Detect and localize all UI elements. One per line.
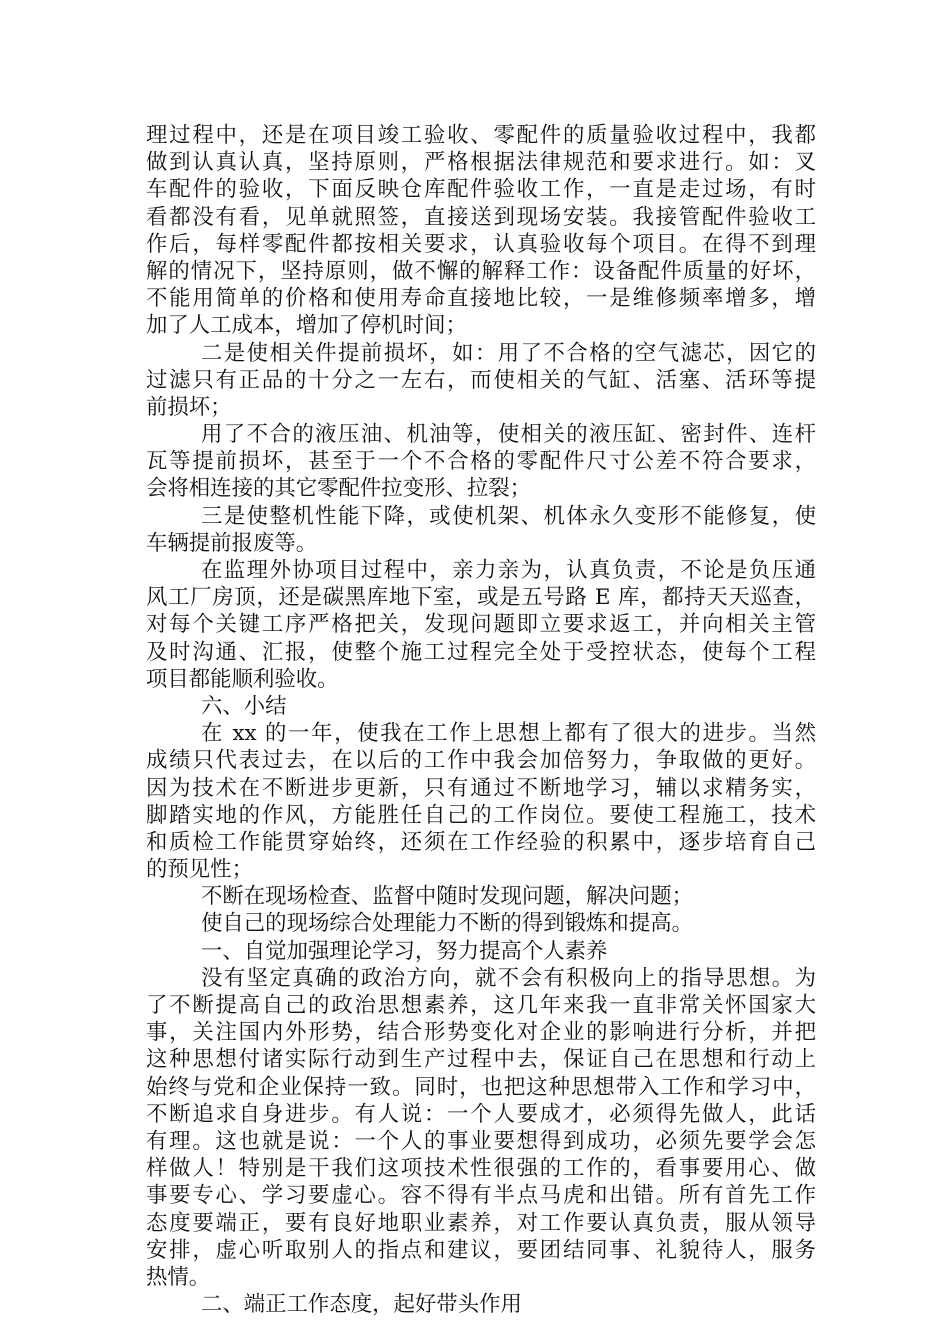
text-line: 一、自觉加强理论学习，努力提高个人素养 <box>201 938 608 964</box>
text-line: 样做人！特别是干我们这项技术性很强的工作的，看事要用心、做 <box>146 1156 816 1182</box>
text-line: 瓦等提前损坏，甚至于一个不合格的零配件尺寸公差不符合要求， <box>146 449 816 475</box>
text-line: 用了不合的液压油、机油等，使相关的液压缸、密封件、连杆 <box>201 422 816 448</box>
text-line: 六、小结 <box>201 693 287 719</box>
text-line: 对每个关键工序严格把关，发现问题即立要求返工，并向相关主管 <box>146 612 816 638</box>
text-line: 成绩只代表过去，在以后的工作中我会加倍努力，争取做的更好。 <box>146 748 816 774</box>
text-line: 车辆提前报废等。 <box>146 530 318 556</box>
text-line: 和质检工作能贯穿始终，还须在工作经验的积累中，逐步培育自己 <box>146 829 816 855</box>
text-line: 的预见性； <box>146 857 253 883</box>
text-line: 会将相连接的其它零配件拉变形、拉裂； <box>146 476 532 502</box>
text-line: 三是使整机性能下降，或使机架、机体永久变形不能修复，使 <box>201 503 816 529</box>
text-line: 热情。 <box>146 1264 211 1290</box>
text-line: 脚踏实地的作风，方能胜任自己的工作岗位。要使工程施工，技术 <box>146 802 816 828</box>
text-line: 始终与党和企业保持一致。同时，也把这种思想带入工作和学习中， <box>146 1074 816 1100</box>
text-line: 过滤只有正品的十分之一左右，而使相关的气缸、活塞、活环等提 <box>146 367 816 393</box>
text-line: 有理。这也就是说：一个人的事业要想得到成功，必须先要学会怎 <box>146 1128 816 1154</box>
text-line: 风工厂房顶，还是碳黑库地下室，或是五号路 E 库，都持天天巡查， <box>146 585 816 611</box>
text-line: 安排，虚心听取别人的指点和建议，要团结同事、礼貌待人，服务 <box>146 1237 816 1263</box>
text-line: 做到认真认真，坚持原则，严格根据法律规范和要求进行。如：叉 <box>146 150 816 176</box>
text-line: 在 xx 的一年，使我在工作上思想上都有了很大的进步。当然 <box>201 721 816 747</box>
text-line: 不能用简单的价格和使用寿命直接地比较，一是维修频率增多，增 <box>146 286 816 312</box>
text-line: 看都没有看，见单就照签，直接送到现场安装。我接管配件验收工 <box>146 204 816 230</box>
body-text <box>146 122 816 1318</box>
text-line: 没有坚定真确的政治方向，就不会有积极向上的指导思想。为 <box>201 965 816 991</box>
text-line: 不断在现场检查、监督中随时发现问题，解决问题； <box>201 884 693 910</box>
text-line: 二、端正工作态度，起好带头作用 <box>201 1292 522 1318</box>
text-line: 了不断提高自己的政治思想素养，这几年来我一直非常关怀国家大 <box>146 993 816 1018</box>
text-line: 态度要端正，要有良好地职业素养，对工作要认真负责，服从领导 <box>146 1210 816 1236</box>
text-line: 车配件的验收，下面反映仓库配件验收工作，一直是走过场，有时 <box>146 177 816 203</box>
text-line: 加了人工成本，增加了停机时间； <box>146 313 467 339</box>
text-line: 在监理外协项目过程中，亲力亲为，认真负责，不论是负压通 <box>201 558 816 583</box>
text-line: 及时沟通、汇报，使整个施工过程完全处于受控状态，使每个工程 <box>146 639 816 665</box>
text-line: 这种思想付诸实际行动到生产过程中去，保证自己在思想和行动上 <box>146 1047 816 1073</box>
text-line: 使自己的现场综合处理能力不断的得到锻炼和提高。 <box>201 911 693 937</box>
text-line: 前损坏； <box>146 394 232 420</box>
text-line: 事要专心、学习要虚心。容不得有半点马虎和出错。所有首先工作 <box>146 1183 816 1209</box>
text-line: 事，关注国内外形势，结合形势变化对企业的影响进行分析，并把 <box>146 1020 816 1046</box>
text-line: 解的情况下，坚持原则，做不懈的解释工作：设备配件质量的好坏， <box>146 258 816 284</box>
text-line: 项目都能顺利验收。 <box>146 666 339 692</box>
text-line: 不断追求自身进步。有人说：一个人要成才，必须得先做人，此话 <box>146 1101 816 1127</box>
text-line: 理过程中，还是在项目竣工验收、零配件的质量验收过程中，我都 <box>146 123 816 148</box>
text-line: 作后，每样零配件都按相关要求，认真验收每个项目。在得不到理 <box>146 231 816 257</box>
text-line: 因为技术在不断进步更新，只有通过不断地学习，辅以求精务实， <box>146 775 816 801</box>
text-line: 二是使相关件提前损坏，如：用了不合格的空气滤芯，因它的 <box>201 340 816 366</box>
